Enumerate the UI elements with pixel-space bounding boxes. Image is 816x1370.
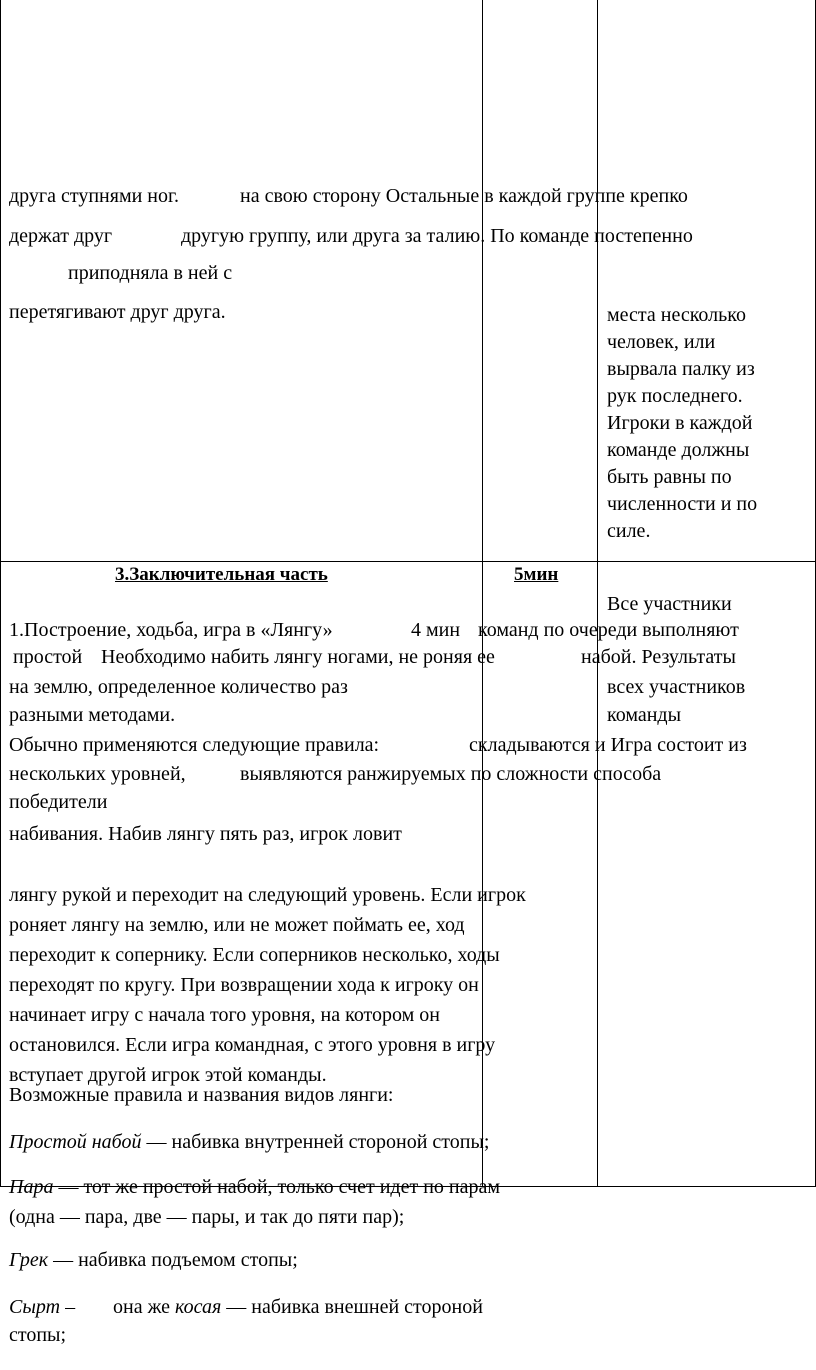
section1-note: рук последнего. bbox=[607, 385, 743, 407]
section3-item1-left: 1.Построение, ходьба, игра в «Лянгу» bbox=[9, 619, 333, 641]
section3-item1-time: 4 мин bbox=[411, 619, 461, 641]
table-left-border bbox=[0, 0, 1, 1187]
section3-item2-a: простой bbox=[13, 646, 83, 668]
section1-note: силе. bbox=[607, 520, 651, 542]
rule-syrt-alt-name: косая bbox=[175, 1296, 222, 1318]
section1-line3: приподняла в ней с bbox=[68, 262, 233, 284]
paragraph-line: переходят по кругу. При возвращении хода к игроку он bbox=[9, 974, 479, 996]
section3-item5-b: складываются и Игра состоит из bbox=[469, 734, 747, 756]
rule-syrt-text-b: — набивка внешней стороной bbox=[221, 1296, 483, 1318]
section1-notes-column bbox=[607, 302, 807, 545]
rule-grek bbox=[9, 1250, 298, 1270]
rule-syrt bbox=[9, 1297, 75, 1317]
section1-line1-mid: на свою сторону Остальные в каждой группе крепко bbox=[240, 185, 688, 207]
section3-time: 5мин bbox=[514, 564, 559, 585]
section3-title: 3.Заключительная часть bbox=[115, 564, 328, 585]
section3-item8: набивания. Набив лянгу пять раз, игрок ловит bbox=[9, 823, 402, 845]
section3-item4-b: команды bbox=[607, 704, 682, 726]
paragraph-line: лянгу рукой и переходит на следующий уровень. Если игрок bbox=[9, 884, 526, 906]
section3-item2-b: Необходимо набить лянгу ногами, не роняя ее bbox=[101, 646, 495, 668]
section3-item7: победители bbox=[9, 791, 108, 813]
rule-grek-name: Грек bbox=[9, 1249, 49, 1271]
section1-note: человек, или bbox=[607, 331, 716, 353]
section3-item3-b: всех участников bbox=[607, 676, 746, 698]
paragraph-line: начинает игру с начала того уровня, на котором он bbox=[9, 1004, 441, 1026]
section1-note: быть равны по bbox=[607, 466, 732, 488]
section3-item2-c: набой. Результаты bbox=[581, 646, 736, 668]
section3-item4-a: разными методами. bbox=[9, 704, 176, 726]
section3-item6-b: выявляются ранжируемых по сложности способа bbox=[240, 763, 662, 785]
section3-item1-right: команд по очереди выполняют bbox=[478, 619, 739, 641]
rule-syrt-desc bbox=[113, 1297, 483, 1317]
rule-para-continuation: (одна — пара, две — пары, и так до пяти пар); bbox=[9, 1206, 405, 1228]
paragraph-line: вступает другой игрок этой команды. bbox=[9, 1064, 327, 1086]
paragraph-line: переходит к сопернику. Если соперников несколько, ходы bbox=[9, 944, 500, 966]
section3-item3-a: на землю, определенное количество раз bbox=[9, 676, 348, 698]
rule-syrt-text-a: она же bbox=[113, 1296, 176, 1318]
section1-line1-left: друга ступнями ног. bbox=[9, 185, 179, 207]
section3-item5-a: Обычно применяются следующие правила: bbox=[9, 734, 380, 756]
section1-note: места несколько bbox=[607, 304, 746, 326]
section1-line2-mid: другую группу, или друга за талию. По команде постепенно bbox=[181, 225, 693, 247]
section3-item6-a: нескольких уровней, bbox=[9, 763, 186, 785]
paragraph-line: роняет лянгу на землю, или не может поймать ее, ход bbox=[9, 914, 465, 936]
rule-grek-text: — набивка подъемом стопы; bbox=[48, 1249, 298, 1271]
section1-note: команде должны bbox=[607, 439, 750, 461]
rule-simple bbox=[9, 1132, 489, 1152]
rule-simple-name: Простой набой bbox=[9, 1131, 142, 1153]
rule-simple-text: — набивка внутренней стороной стопы; bbox=[141, 1131, 490, 1153]
rules-heading: Возможные правила и названия видов лянги: bbox=[9, 1084, 394, 1106]
table-row-divider bbox=[0, 561, 816, 562]
rule-para-name: Пара bbox=[9, 1176, 54, 1198]
section1-note: вырвала палку из bbox=[607, 358, 755, 380]
section3-paragraph bbox=[9, 880, 609, 1090]
rule-syrt-continuation: стопы; bbox=[9, 1324, 67, 1346]
section3-note: Все участники bbox=[607, 593, 732, 615]
section1-line2-left: держат друг bbox=[9, 225, 113, 247]
rule-syrt-dash: – bbox=[60, 1296, 76, 1318]
section3-notes-column bbox=[607, 591, 807, 618]
section1-line4: перетягивают друг друга. bbox=[9, 301, 226, 323]
section1-note: численности и по bbox=[607, 493, 758, 515]
paragraph-line: остановился. Если игра командная, с этого уровня в игру bbox=[9, 1034, 496, 1056]
rule-para-text: — тот же простой набой, только счет идет по парам bbox=[53, 1176, 501, 1198]
rule-syrt-name: Сырт bbox=[9, 1296, 61, 1318]
section1-note: Игроки в каждой bbox=[607, 412, 753, 434]
rule-para bbox=[9, 1177, 500, 1197]
